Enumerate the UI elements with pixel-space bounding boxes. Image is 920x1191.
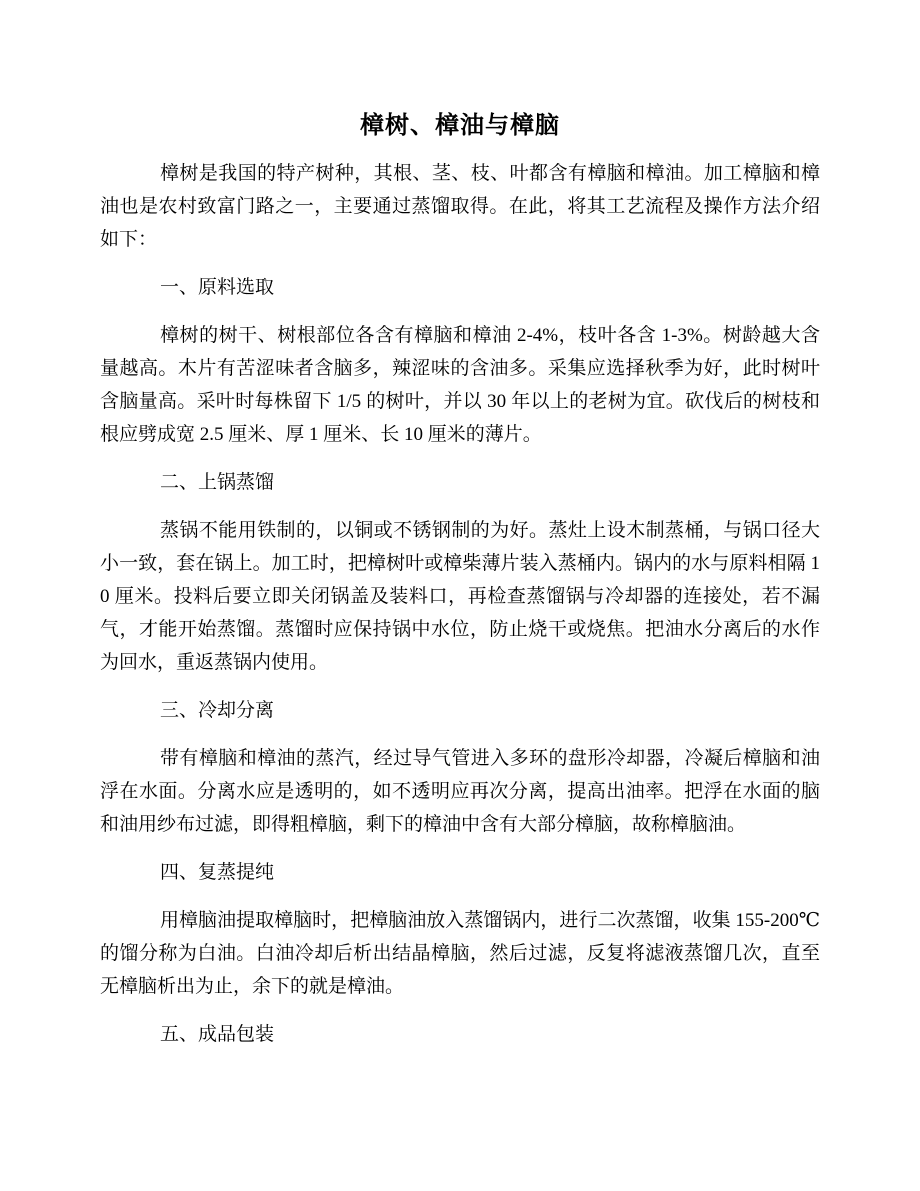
section-heading-raw-material: 一、原料选取 bbox=[160, 277, 275, 298]
section-body-cooling-separation: 带有樟脑和樟油的蒸汽，经过导气管进入多环的盘形冷却器，冷凝后樟脑和油浮在水面。分离水应是透明的，如不透明应再次分离，提高出油率。把浮在水面的脑和油用纱布过滤，即得粗樟脑，剩下的樟油中含有大部分樟脑，故称樟脑油。 bbox=[100, 748, 820, 835]
section-body-raw-material: 樟树的树干、树根部位各含有樟脑和樟油 2-4%，枝叶各含 1-3%。树龄越大含量越高。木片有苦涩味者含脑多，辣涩味的含油多。采集应选择秋季为好，此时树叶含脑量高。采叶时每株留下 1/5 的树叶，并以 30 年以上的老树为宜。砍伐后的树枝和根应劈成宽 2.5 厘米、厚 1 厘米、长 10 厘米的薄片。 bbox=[100, 325, 820, 445]
section-heading-packaging: 五、成品包装 bbox=[160, 1024, 275, 1045]
section-heading-redistillation: 四、复蒸提纯 bbox=[160, 862, 275, 883]
section-heading-distillation: 二、上锅蒸馏 bbox=[160, 472, 275, 493]
intro-paragraph: 樟树是我国的特产树种，其根、茎、枝、叶都含有樟脑和樟油。加工樟脑和樟油也是农村致富门路之一，主要通过蒸馏取得。在此，将其工艺流程及操作方法介绍如下： bbox=[100, 163, 820, 250]
section-body-redistillation: 用樟脑油提取樟脑时，把樟脑油放入蒸馏锅内，进行二次蒸馏，收集 155-200℃的馏分称为白油。白油冷却后析出结晶樟脑，然后过滤，反复将滤液蒸馏几次，直至无樟脑析出为止，余下的就是樟油。 bbox=[100, 910, 820, 997]
section-body-distillation: 蒸锅不能用铁制的，以铜或不锈钢制的为好。蒸灶上设木制蒸桶，与锅口径大小一致，套在锅上。加工时，把樟树叶或樟柴薄片装入蒸桶内。锅内的水与原料相隔 10 厘米。投料后要立即关闭锅盖及装料口，再检查蒸馏锅与冷却器的连接处，若不漏气，才能开始蒸馏。蒸馏时应保持锅中水位，防止烧干或烧焦。把油水分离后的水作为回水，重返蒸锅内使用。 bbox=[100, 520, 820, 673]
document-title: 樟树、樟油与樟脑 bbox=[360, 113, 560, 139]
section-heading-cooling-separation: 三、冷却分离 bbox=[160, 700, 275, 721]
